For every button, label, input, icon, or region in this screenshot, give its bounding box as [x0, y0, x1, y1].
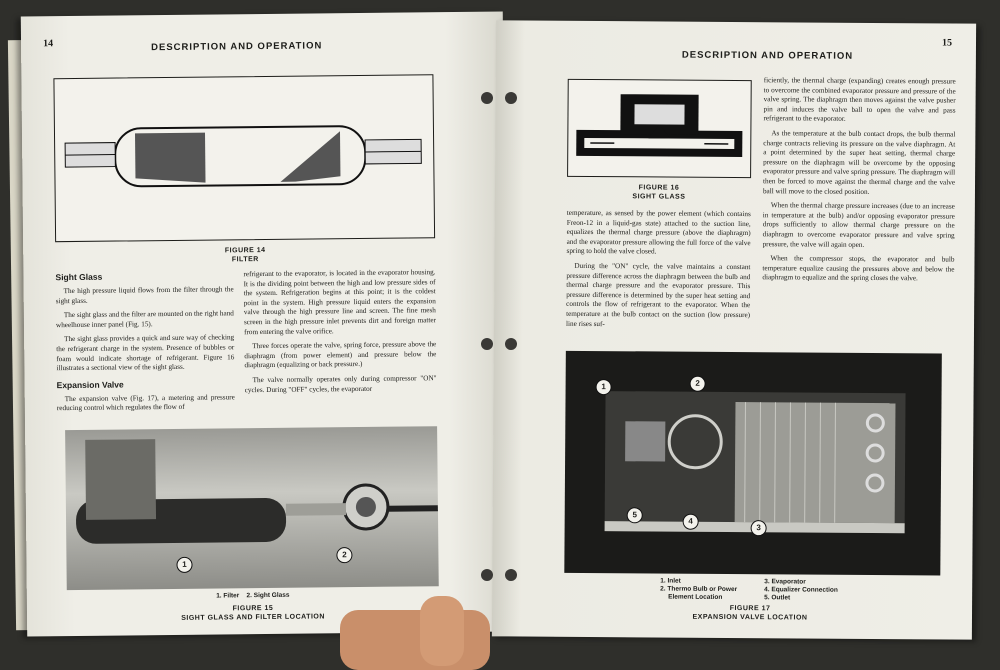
sight-glass-paragraph: The high pressure liquid flows from the filter through the sight glass. [56, 285, 234, 306]
figure-17-photo [564, 351, 942, 576]
callout-4: 4 [683, 514, 699, 530]
figure-14-drawing [53, 74, 435, 242]
right-page [492, 20, 976, 639]
figure-17-legend-right [764, 578, 884, 603]
legend-item: Element Location [660, 593, 760, 602]
figure-15-title: SIGHT GLASS AND FILTER LOCATION [67, 611, 439, 624]
callout-5: 5 [627, 507, 643, 523]
valve-operation-paragraph: ficiently, the thermal charge (expanding) creates enough pressure to overcome the combined evaporator pressure and pressure of the valve spring. The diaphragm then moves against the valve pusher pin and induces the valve ball to open the valve and pass refrigerant to the evaporator. [763, 76, 955, 125]
running-head-right: DESCRIPTION AND OPERATION [682, 50, 853, 62]
figure-15-photo [65, 426, 439, 590]
legend-item: 4. Equalizer Connection [764, 586, 884, 595]
binder-hole [481, 569, 493, 581]
callout-2: 2 [690, 376, 706, 392]
expansion-valve-heading: Expansion Valve [57, 378, 235, 390]
hand [340, 610, 490, 670]
sight-glass-diagram [568, 80, 751, 177]
sight-glass-paragraph: The sight glass provides a quick and sure way of checking the refrigerant charge in the system. Presence of bubbles or foam would indicate shortage of refrigerant. Figure 16 illustrates a sectional view of the sight glass. [56, 334, 234, 374]
page-number-right: 15 [942, 37, 952, 48]
binder-hole [481, 338, 493, 350]
binder-hole [505, 338, 517, 350]
sight-glass-heading: Sight Glass [55, 270, 233, 282]
figure-16-drawing [567, 79, 752, 178]
page-number-left: 14 [43, 38, 53, 49]
binder-hole [505, 92, 517, 104]
figure-17-legend-left [660, 577, 760, 602]
expansion-valve-paragraph: The expansion valve (Fig. 17), a metering and pressure reducing control which regulates the flow of [57, 393, 235, 414]
thumb [420, 596, 464, 666]
figure-15-legend: 1. Filter 2. Sight Glass [67, 590, 439, 602]
callout-1: 1 [176, 557, 192, 573]
valve-operation-paragraph: When the thermal charge pressure increases (due to an increase in temperature at the bulb) and/or opposing evaporator pressure drops sufficiently to allow thermal charge pressure on the diaphragm to overcome evaporator pressure and valve spring pressure, the valve will again open. [763, 201, 955, 250]
left-page [21, 11, 509, 636]
figure-17-number: FIGURE 17 [660, 603, 840, 613]
valve-operation-paragraph: When the compressor stops, the evaporator and bulb temperature equalize causing the pressures above and below the diaphragm to equalize and the spring closes the valve. [762, 254, 954, 284]
callout-2: 2 [336, 547, 352, 563]
valve-operation-paragraph: During the "ON" cycle, the valve maintains a constant pressure difference across the diaphragm between the bulb and thermal charge pressure and the evaporator pressure. This pressure difference is determined by the super heat setting and controls the flow of refrigerant to the evaporator. When the temperature at the bulb contact on the suction (low pressure) line rises suf- [566, 262, 750, 330]
valve-operation-paragraph: temperature, as sensed by the power element (which contains Freon-12 in a liquid-gas state) attached to the suction line, equalizes the thermal charge pressure (above the diaphragm) and the evaporator pressure allowing the full force of the valve spring to hold the valve closed. [567, 209, 751, 258]
legend-item: 3. Evaporator [764, 578, 884, 587]
binder-hole [505, 569, 517, 581]
filter-diagram [54, 75, 434, 241]
callout-3: 3 [751, 520, 767, 536]
binder-hole [481, 92, 493, 104]
figure-15-number: FIGURE 15 [67, 602, 439, 615]
valve-operation-paragraph: As the temperature at the bulb contact drops, the bulb thermal charge contracts relieving its pressure on the valve diaphragm. At a point determined by the super heat setting, thermal charge pressure on the diaphragm will be overcome by the opposing evaporator pressure and valve spring pressure. The diaphragm will then be forced to move against the thermal charge and the valve ball will move to the closed position. [763, 129, 955, 197]
legend-item: 2. Thermo Bulb or Power [660, 585, 760, 594]
legend-item: 5. Outlet [764, 594, 884, 603]
valve-paragraph: Three forces operate the valve, spring force, pressure above the diaphragm (from power element) and pressure below the diaphragm (equalizing or back pressure.) [244, 340, 436, 371]
figure-14-number: FIGURE 14 [55, 244, 435, 257]
valve-paragraph: refrigerant to the evaporator, is located in the evaporator housing. It is the dividing point between the high and low pressure sides of the system. Refrigeration begins at this point; it is the coldest point in the system. High pressure liquid enters the expansion valve through the high pressure line and screen. The fine mesh screen in the high pressure inlet prevents dirt and foreign matter from entering the valve orifice. [243, 268, 436, 337]
figure-16-number: FIGURE 16 [567, 183, 751, 193]
sight-glass-paragraph: The sight glass and the filter are mounted on the right hand wheelhouse inner panel (Fig. 15). [56, 310, 234, 331]
figure-16-title: SIGHT GLASS [567, 192, 751, 202]
figure-17-title: EXPANSION VALVE LOCATION [660, 612, 840, 622]
valve-paragraph: The valve normally operates only during compressor "ON" cycles. During "OFF" cycles, the evaporator [245, 374, 437, 395]
running-head-left: DESCRIPTION AND OPERATION [151, 40, 322, 53]
legend-item: 1. Inlet [660, 577, 760, 586]
figure-14-title: FILTER [55, 253, 435, 266]
callout-1: 1 [596, 379, 612, 395]
